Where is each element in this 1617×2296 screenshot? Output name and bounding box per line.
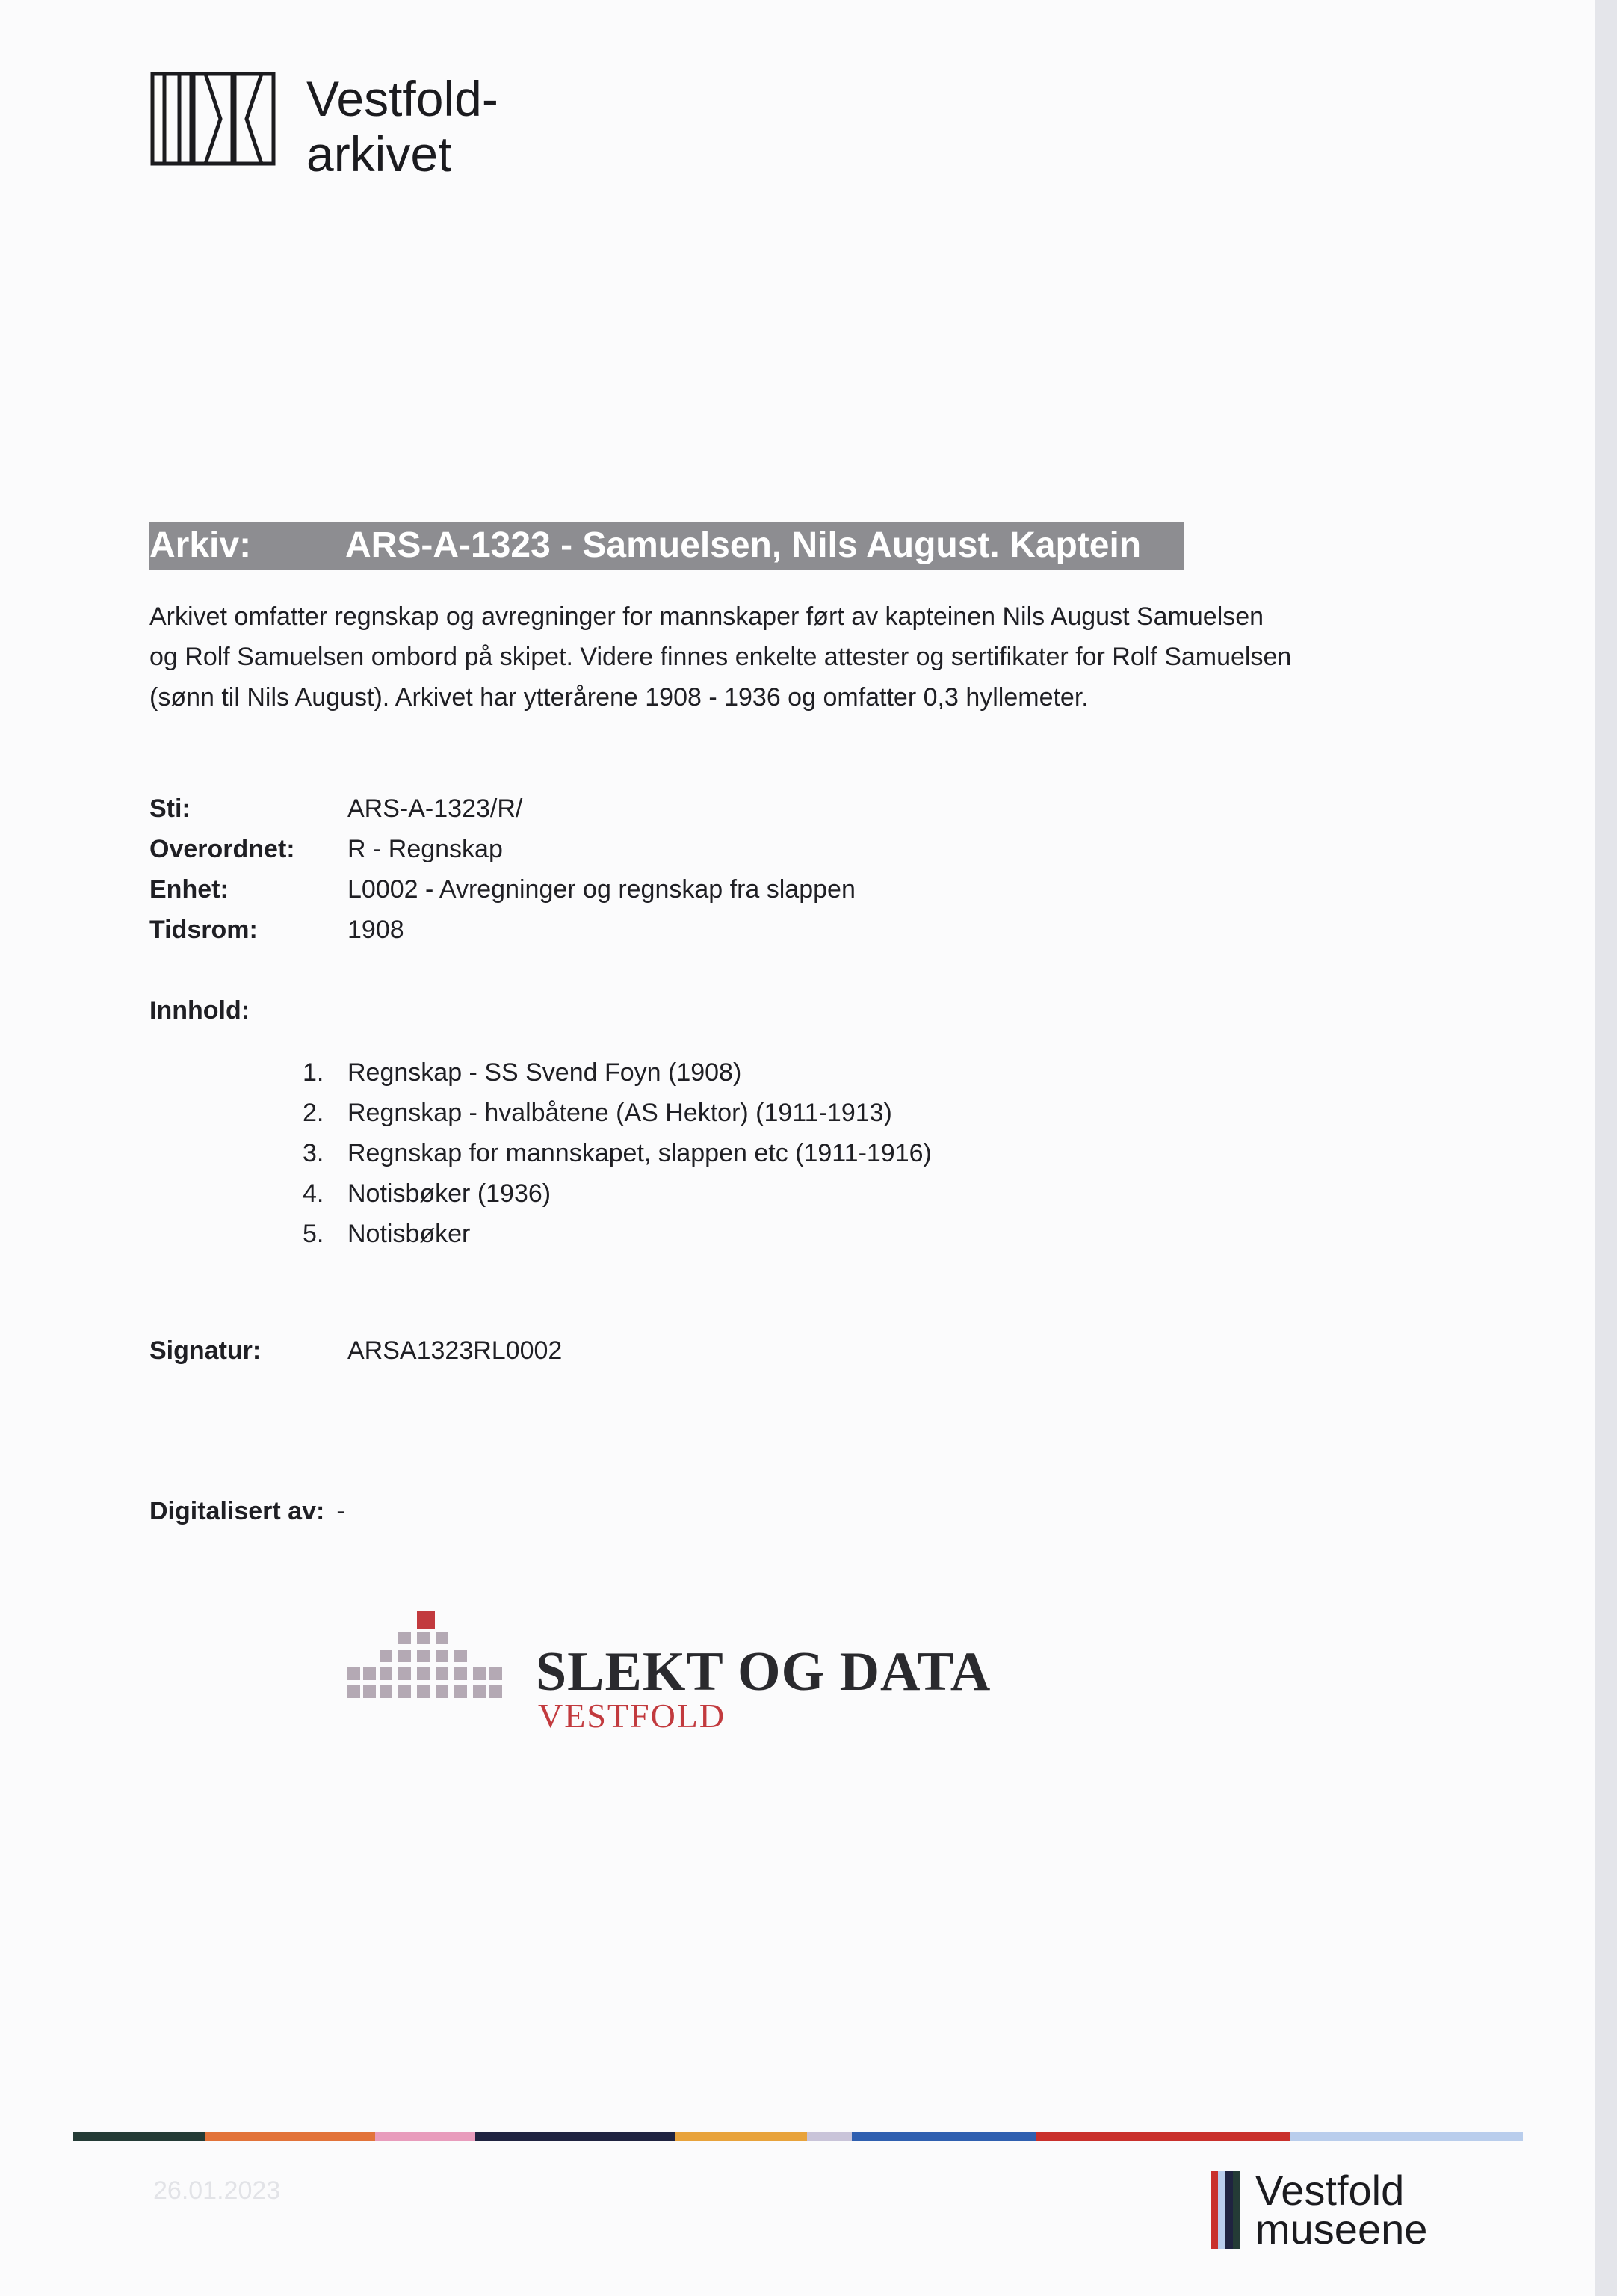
footer-color-bar <box>73 2132 1523 2141</box>
archive-title-banner <box>149 522 1184 570</box>
contents-heading: Innhold: <box>149 996 250 1025</box>
vestfoldmuseene-logo-text <box>1255 2167 1428 2253</box>
slekt-og-data-icon <box>347 1611 504 1700</box>
vestfoldmuseene-logo-icon <box>1211 2171 1240 2249</box>
color-segment <box>1290 2132 1523 2141</box>
signature-value: ARSA1323RL0002 <box>347 1336 563 1365</box>
digitized-by-label: Digitalisert av: <box>149 1497 325 1525</box>
list-item <box>303 1093 932 1133</box>
list-item <box>303 1214 932 1254</box>
meta-key: Sti: <box>149 794 191 823</box>
digitized-by-row <box>149 1491 345 1531</box>
list-item-text: Regnskap - SS Svend Foyn (1908) <box>347 1058 742 1087</box>
footer-date: 26.01.2023 <box>153 2176 281 2205</box>
color-segment <box>1036 2132 1290 2141</box>
meta-key: Enhet: <box>149 875 229 904</box>
meta-key: Tidsrom: <box>149 916 258 944</box>
list-item-text: Notisbøker (1936) <box>347 1179 551 1208</box>
meta-value: R - Regnskap <box>347 835 503 863</box>
list-item-number: 1. <box>303 1058 324 1087</box>
meta-value: ARS-A-1323/R/ <box>347 794 523 823</box>
color-segment <box>675 2132 807 2141</box>
description-line: og Rolf Samuelsen ombord på skipet. Videre finnes enkelte attester og sertifikater for Rolf Samuelsen <box>149 643 1292 671</box>
metadata-table <box>149 789 856 950</box>
meta-value: L0002 - Avregninger og regnskap fra slappen <box>347 875 856 904</box>
description-line: (sønn til Nils August). Arkivet har ytterårene 1908 - 1936 og omfatter 0,3 hyllemeter. <box>149 683 1089 712</box>
page-edge <box>1595 0 1617 2296</box>
archive-label: Arkiv: <box>149 525 252 565</box>
list-item-number: 3. <box>303 1139 324 1167</box>
digitized-by-value: - <box>336 1497 345 1525</box>
archive-title: ARS-A-1323 - Samuelsen, Nils August. Kaptein <box>345 525 1142 565</box>
list-item <box>303 1052 932 1093</box>
vestfoldmuseene-logo <box>1211 2167 1428 2253</box>
archive-description <box>149 596 1435 718</box>
meta-row-overordnet <box>149 829 856 869</box>
logo-line-2: museene <box>1255 2206 1428 2253</box>
vestfoldarkivet-logo <box>149 71 498 182</box>
vestfoldarkivet-logo-icon <box>149 71 276 167</box>
color-segment <box>475 2132 675 2141</box>
signature-row <box>149 1330 562 1371</box>
logo-line-1: Vestfold- <box>306 71 498 126</box>
logo-line-1: Vestfold <box>1255 2167 1405 2214</box>
meta-row-enhet <box>149 869 856 910</box>
color-segment <box>73 2132 205 2141</box>
signature-label: Signatur: <box>149 1336 262 1365</box>
list-item-number: 5. <box>303 1220 324 1248</box>
list-item-text: Regnskap for mannskapet, slappen etc (1911-1916) <box>347 1139 932 1167</box>
list-item <box>303 1133 932 1173</box>
list-item-number: 4. <box>303 1179 324 1208</box>
list-item-text: Notisbøker <box>347 1220 471 1248</box>
vestfoldarkivet-logo-text <box>306 71 498 182</box>
sponsor-subtitle: VESTFOLD <box>538 1697 726 1735</box>
logo-line-2: arkivet <box>306 126 452 182</box>
sponsor-title: SLEKT OG DATA <box>536 1641 992 1703</box>
contents-list <box>303 1052 932 1254</box>
list-item-text: Regnskap - hvalbåtene (AS Hektor) (1911-1913) <box>347 1099 892 1127</box>
meta-key: Overordnet: <box>149 835 295 863</box>
color-segment <box>852 2132 1036 2141</box>
description-line: Arkivet omfatter regnskap og avregninger for mannskaper ført av kapteinen Nils August Samuelsen <box>149 602 1264 631</box>
list-item-number: 2. <box>303 1099 324 1127</box>
meta-value: 1908 <box>347 916 404 944</box>
color-segment <box>375 2132 475 2141</box>
color-segment <box>807 2132 852 2141</box>
meta-row-sti <box>149 789 856 829</box>
list-item <box>303 1173 932 1214</box>
color-segment <box>205 2132 375 2141</box>
slekt-og-data-logo <box>347 1611 992 1735</box>
meta-row-tidsrom <box>149 910 856 950</box>
